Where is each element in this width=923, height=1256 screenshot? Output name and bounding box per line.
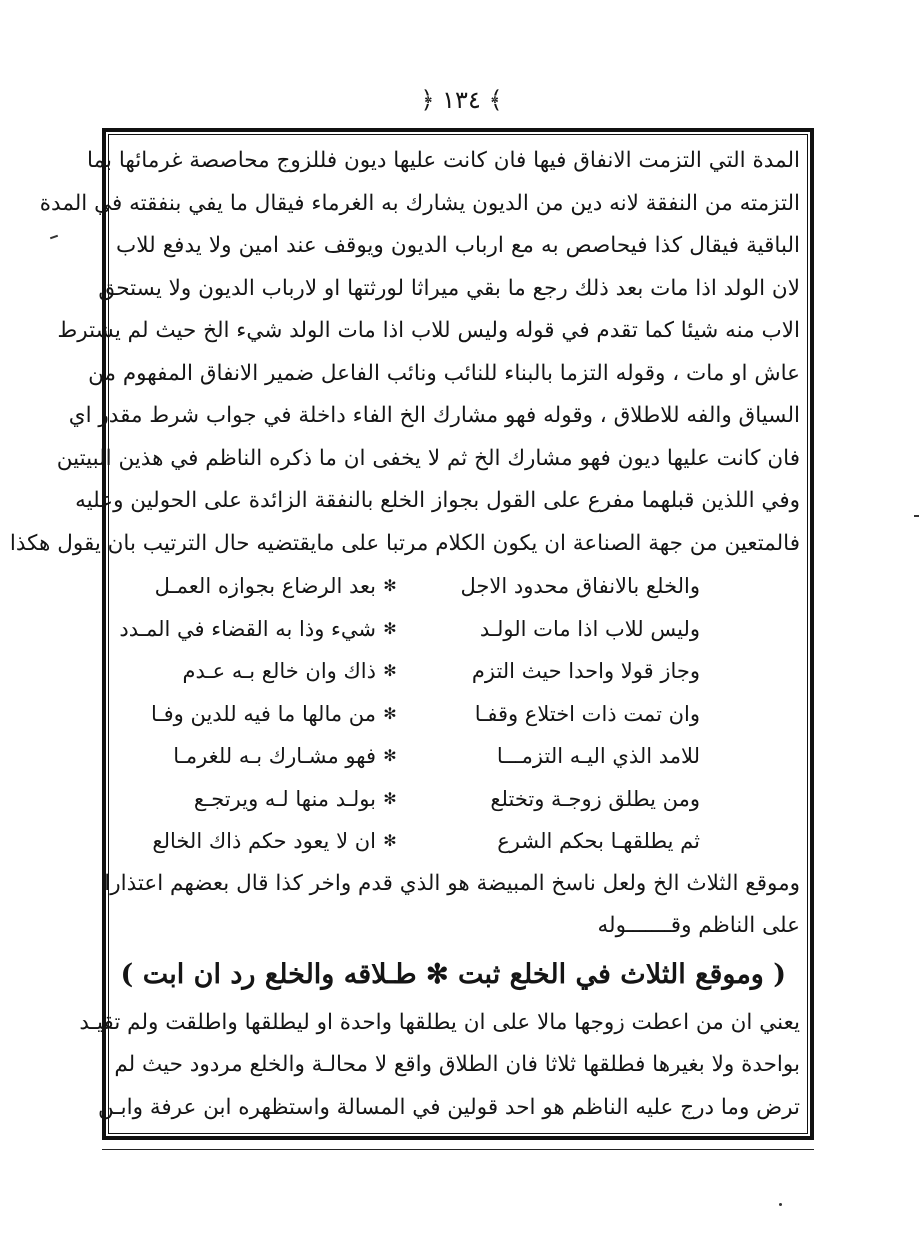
prose-line: الباقية فيقال كذا فيحاصص به مع ارباب الديون ويوقف عند امين ولا يدفع للاب bbox=[116, 233, 800, 258]
prose-line: عاش او مات ، وقوله التزما بالبناء للنائب ونائب الفاعل ضمير الانفاق المفهوم من bbox=[88, 360, 800, 386]
verse-first-hemistich: وان تمت ذات اختلاع وقفـا bbox=[474, 701, 700, 726]
verse-row bbox=[116, 693, 800, 736]
verse-row bbox=[116, 608, 800, 651]
verse-separator: ✻ bbox=[383, 618, 397, 638]
verse-second-hemistich: فهو مشـارك بـه للغرمـا bbox=[173, 744, 376, 768]
verse-second-hemistich: شيء وذا به القضاء في المـدد bbox=[119, 616, 376, 641]
verse-separator: ✻ bbox=[383, 746, 397, 765]
verse-separator: ✻ bbox=[383, 788, 397, 808]
verse-second-hemistich: بعد الرضاع بجوازه العمـل bbox=[154, 574, 376, 598]
margin-mark bbox=[779, 1203, 782, 1206]
verse-separator: ✻ bbox=[383, 703, 397, 723]
verse-second-hemistich: بولـد منها لـه ويرتجـع bbox=[193, 786, 376, 811]
verse-first-hemistich: للامد الذي اليـه التزمـــا bbox=[496, 744, 700, 768]
verse-separator: ✻ bbox=[383, 661, 397, 680]
verse-first-hemistich: وليس للاب اذا مات الولـد bbox=[479, 616, 700, 641]
prose-line: التزمته من النفقة لانه دين من الديون يشارك به الغرماء فيقال ما يفي بنفقته في المدة bbox=[39, 190, 800, 216]
prose-line: ترض وما درج عليه الناظم هو احد قولين في المسالة واستظهره ابن عرفة وابـن bbox=[97, 1094, 800, 1120]
bottom-rule bbox=[102, 1149, 814, 1150]
prose-line: فان كانت عليها ديون فهو مشارك الخ ثم لا يخفى ان ما ذكره الناظم في هذين البيتين bbox=[56, 445, 800, 471]
verse-row bbox=[116, 820, 800, 863]
verse-first-hemistich: والخلع بالانفاق محدود الاجل bbox=[460, 574, 700, 598]
verse-row bbox=[116, 735, 800, 778]
verse-heading: ( وموقع الثلاث في الخلع ثبت ✻ طـلاقه والخلع رد ان ابت ) bbox=[120, 958, 786, 990]
margin-mark bbox=[50, 235, 58, 240]
verse-second-hemistich: ان لا يعود حكم ذاك الخالع bbox=[152, 829, 376, 853]
margin-mark bbox=[914, 515, 919, 517]
prose-line: وفي اللذين قبلهما مفرع على القول بجواز الخلع بالنفقة الزائدة على الحولين وعليه bbox=[75, 488, 800, 513]
prose-line: لان الولد اذا مات بعد ذلك رجع ما بقي ميراثا لورثتها او لارباب الديون ولا يستحق bbox=[98, 275, 800, 301]
page-number: ﴾ ١٣٤ ﴿ bbox=[420, 86, 503, 114]
prose-line: الاب منه شيئا كما تقدم في قوله وليس للاب اذا مات الولد شيء الخ حيث لم يشترط bbox=[57, 318, 800, 343]
verse-separator: ✻ bbox=[383, 831, 397, 850]
verse-row bbox=[116, 778, 800, 821]
prose-line: بواحدة ولا بغيرها فطلقها ثلاثا فان الطلاق واقع لا محالـة والخلع مردود حيث لم bbox=[114, 1052, 800, 1077]
verse-row bbox=[116, 650, 800, 693]
verse-separator: ✻ bbox=[383, 576, 397, 595]
body-text bbox=[9, 140, 800, 1129]
verse-second-hemistich: ذاك وان خالع بـه عـدم bbox=[182, 659, 376, 683]
verse-first-hemistich: ثم يطلقهـا بحكم الشرع bbox=[497, 829, 700, 853]
prose-line: السياق والفه للاطلاق ، وقوله فهو مشارك الخ الفاء داخلة في جواب شرط مقدر اي bbox=[68, 403, 800, 428]
prose-line-short: على الناظم وقـــــــوله bbox=[597, 913, 800, 938]
verse-second-hemistich: من مالها ما فيه للدين وفـا bbox=[151, 701, 376, 726]
prose-line: وموقع الثلاث الخ ولعل ناسخ المبيضة هو الذي قدم واخر كذا قال بعضهم اعتذارا bbox=[104, 870, 800, 896]
prose-line: يعني ان من اعطت زوجها مالا على ان يطلقها واحدة او ليطلقها واطلقت ولم تقيـد bbox=[79, 1009, 800, 1035]
prose-line: المدة التي التزمت الانفاق فيها فان كانت عليها ديون فللزوج محاصصة غرمائها بما bbox=[87, 148, 800, 173]
verse-first-hemistich: وجاز قولا واحدا حيث التزم bbox=[471, 659, 700, 683]
prose-line: فالمتعين من جهة الصناعة ان يكون الكلام مرتبا على مايقتضيه حال الترتيب بان يقول هكذا bbox=[9, 530, 800, 556]
verse-row bbox=[116, 565, 800, 608]
verse-first-hemistich: ومن يطلق زوجـة وتختلع bbox=[490, 786, 700, 811]
